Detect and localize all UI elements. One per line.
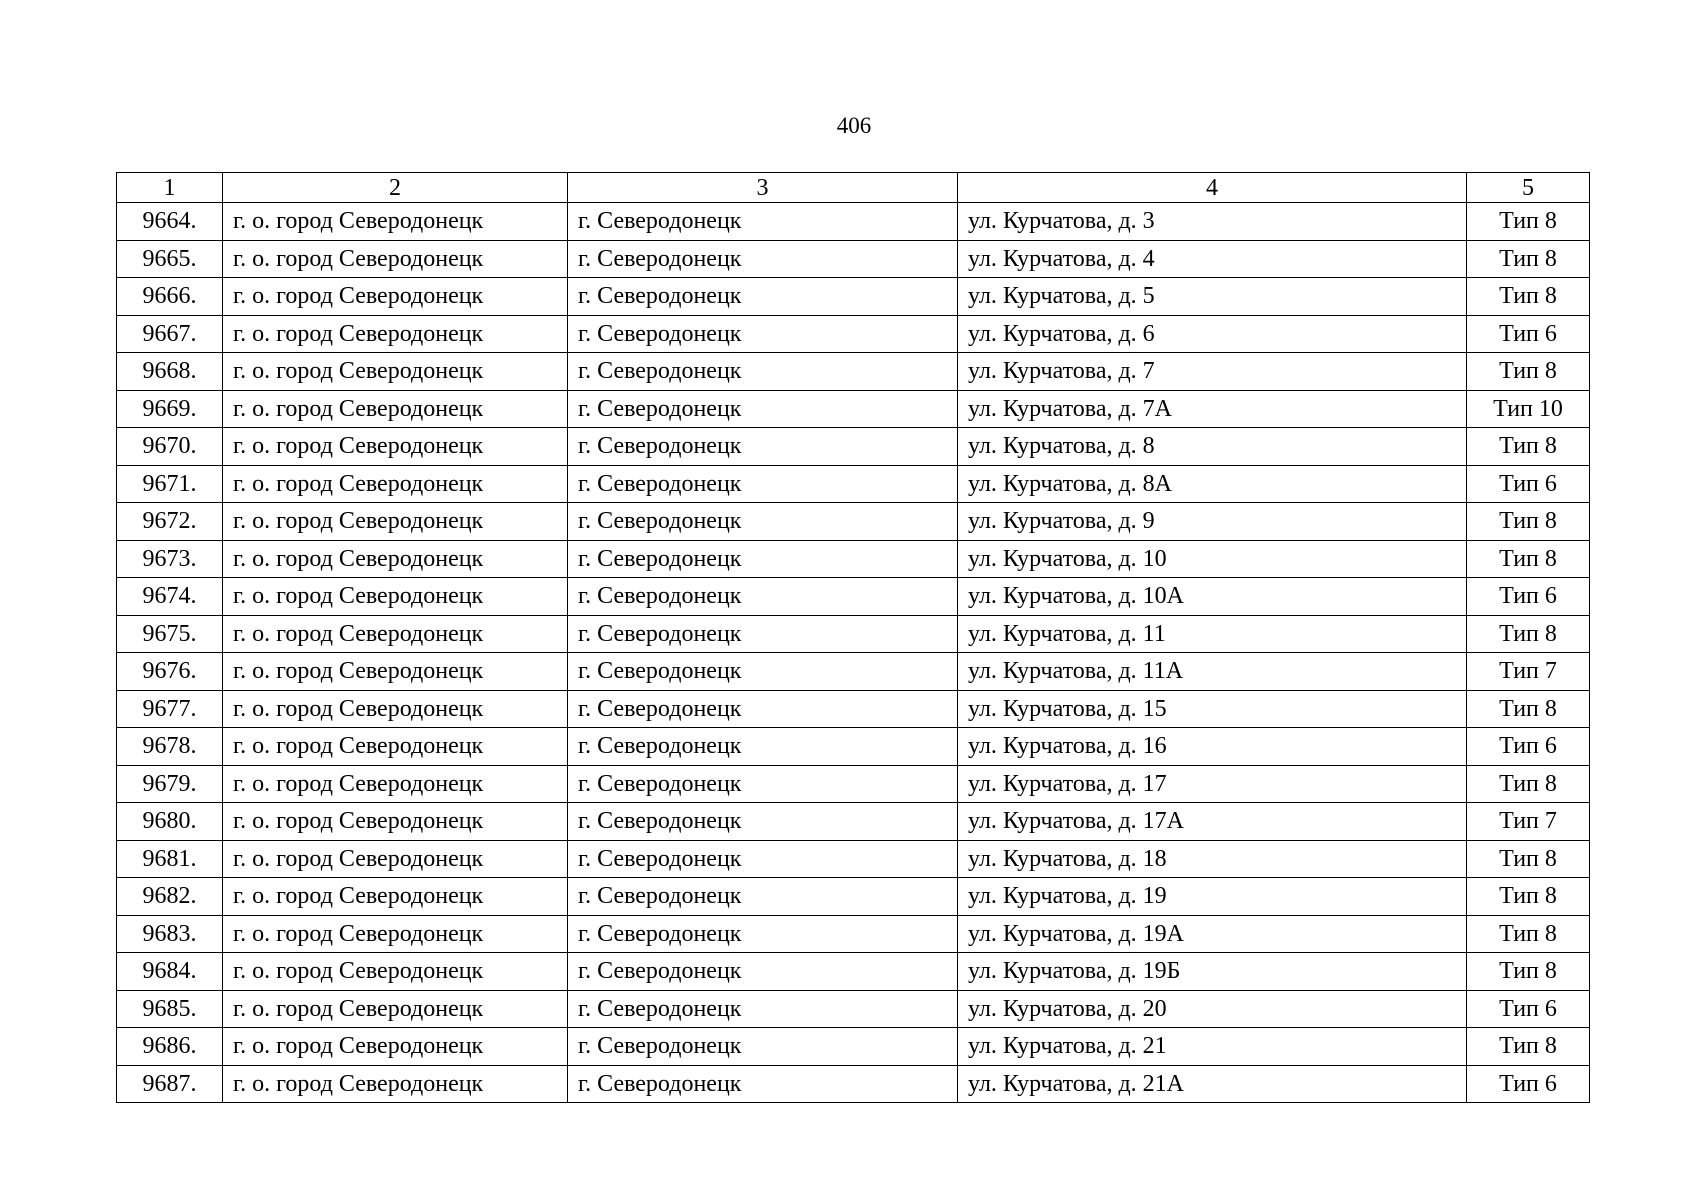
address-cell: ул. Курчатова, д. 7 [958, 353, 1467, 391]
table-row [117, 653, 1590, 691]
type-cell: Тип 8 [1467, 1028, 1590, 1066]
address-cell: ул. Курчатова, д. 4 [958, 240, 1467, 278]
address-cell: ул. Курчатова, д. 15 [958, 690, 1467, 728]
city-cell: г. Северодонецк [568, 765, 958, 803]
row-number-cell: 9665. [117, 240, 223, 278]
row-number-cell: 9680. [117, 803, 223, 841]
type-cell: Тип 7 [1467, 803, 1590, 841]
address-cell: ул. Курчатова, д. 20 [958, 990, 1467, 1028]
address-cell: ул. Курчатова, д. 8А [958, 465, 1467, 503]
row-number-cell: 9675. [117, 615, 223, 653]
type-cell: Тип 6 [1467, 728, 1590, 766]
address-cell: ул. Курчатова, д. 10А [958, 578, 1467, 616]
column-number-1: 1 [117, 173, 223, 203]
address-cell: ул. Курчатова, д. 11А [958, 653, 1467, 691]
row-number-cell: 9681. [117, 840, 223, 878]
address-cell: ул. Курчатова, д. 7А [958, 390, 1467, 428]
row-number-cell: 9676. [117, 653, 223, 691]
row-number-cell: 9671. [117, 465, 223, 503]
type-cell: Тип 8 [1467, 915, 1590, 953]
district-cell: г. о. город Северодонецк [223, 615, 568, 653]
table-row [117, 203, 1590, 241]
address-cell: ул. Курчатова, д. 19 [958, 878, 1467, 916]
city-cell: г. Северодонецк [568, 240, 958, 278]
address-table [116, 172, 1590, 1103]
type-cell: Тип 8 [1467, 428, 1590, 466]
type-cell: Тип 8 [1467, 765, 1590, 803]
address-cell: ул. Курчатова, д. 10 [958, 540, 1467, 578]
city-cell: г. Северодонецк [568, 315, 958, 353]
city-cell: г. Северодонецк [568, 465, 958, 503]
table-row [117, 240, 1590, 278]
city-cell: г. Северодонецк [568, 953, 958, 991]
type-cell: Тип 8 [1467, 503, 1590, 541]
address-cell: ул. Курчатова, д. 8 [958, 428, 1467, 466]
table-row [117, 615, 1590, 653]
address-cell: ул. Курчатова, д. 19Б [958, 953, 1467, 991]
row-number-cell: 9677. [117, 690, 223, 728]
row-number-cell: 9686. [117, 1028, 223, 1066]
address-cell: ул. Курчатова, д. 3 [958, 203, 1467, 241]
district-cell: г. о. город Северодонецк [223, 278, 568, 316]
table-row [117, 690, 1590, 728]
type-cell: Тип 6 [1467, 990, 1590, 1028]
page-number: 406 [836, 113, 872, 138]
table-row [117, 578, 1590, 616]
table-row [117, 953, 1590, 991]
type-cell: Тип 7 [1467, 653, 1590, 691]
district-cell: г. о. город Северодонецк [223, 540, 568, 578]
type-cell: Тип 8 [1467, 203, 1590, 241]
table-row [117, 465, 1590, 503]
district-cell: г. о. город Северодонецк [223, 990, 568, 1028]
type-cell: Тип 8 [1467, 540, 1590, 578]
table-row [117, 278, 1590, 316]
district-cell: г. о. город Северодонецк [223, 240, 568, 278]
column-number-5: 5 [1467, 173, 1590, 203]
type-cell: Тип 8 [1467, 840, 1590, 878]
address-cell: ул. Курчатова, д. 21А [958, 1065, 1467, 1103]
district-cell: г. о. город Северодонецк [223, 953, 568, 991]
district-cell: г. о. город Северодонецк [223, 915, 568, 953]
table-row [117, 503, 1590, 541]
address-cell: ул. Курчатова, д. 11 [958, 615, 1467, 653]
city-cell: г. Северодонецк [568, 1065, 958, 1103]
table-header-row [117, 173, 1590, 203]
row-number-cell: 9685. [117, 990, 223, 1028]
city-cell: г. Северодонецк [568, 540, 958, 578]
district-cell: г. о. город Северодонецк [223, 765, 568, 803]
district-cell: г. о. город Северодонецк [223, 1065, 568, 1103]
row-number-cell: 9674. [117, 578, 223, 616]
address-cell: ул. Курчатова, д. 21 [958, 1028, 1467, 1066]
type-cell: Тип 8 [1467, 690, 1590, 728]
district-cell: г. о. город Северодонецк [223, 203, 568, 241]
address-cell: ул. Курчатова, д. 9 [958, 503, 1467, 541]
type-cell: Тип 6 [1467, 578, 1590, 616]
district-cell: г. о. город Северодонецк [223, 390, 568, 428]
city-cell: г. Северодонецк [568, 1028, 958, 1066]
type-cell: Тип 6 [1467, 465, 1590, 503]
address-cell: ул. Курчатова, д. 17 [958, 765, 1467, 803]
table-row [117, 990, 1590, 1028]
table-row [117, 803, 1590, 841]
type-cell: Тип 6 [1467, 1065, 1590, 1103]
type-cell: Тип 8 [1467, 278, 1590, 316]
district-cell: г. о. город Северодонецк [223, 353, 568, 391]
table-row [117, 540, 1590, 578]
city-cell: г. Северодонецк [568, 803, 958, 841]
district-cell: г. о. город Северодонецк [223, 728, 568, 766]
address-cell: ул. Курчатова, д. 16 [958, 728, 1467, 766]
row-number-cell: 9687. [117, 1065, 223, 1103]
city-cell: г. Северодонецк [568, 690, 958, 728]
city-cell: г. Северодонецк [568, 615, 958, 653]
address-cell: ул. Курчатова, д. 5 [958, 278, 1467, 316]
district-cell: г. о. город Северодонецк [223, 503, 568, 541]
district-cell: г. о. город Северодонецк [223, 428, 568, 466]
column-number-2: 2 [223, 173, 568, 203]
row-number-cell: 9667. [117, 315, 223, 353]
city-cell: г. Северодонецк [568, 878, 958, 916]
city-cell: г. Северодонецк [568, 203, 958, 241]
table-row [117, 878, 1590, 916]
district-cell: г. о. город Северодонецк [223, 690, 568, 728]
type-cell: Тип 8 [1467, 878, 1590, 916]
city-cell: г. Северодонецк [568, 840, 958, 878]
table-row [117, 1028, 1590, 1066]
column-number-4: 4 [958, 173, 1467, 203]
city-cell: г. Северодонецк [568, 390, 958, 428]
row-number-cell: 9669. [117, 390, 223, 428]
type-cell: Тип 8 [1467, 353, 1590, 391]
table-row [117, 353, 1590, 391]
row-number-cell: 9684. [117, 953, 223, 991]
row-number-cell: 9673. [117, 540, 223, 578]
table-row [117, 728, 1590, 766]
city-cell: г. Северодонецк [568, 353, 958, 391]
district-cell: г. о. город Северодонецк [223, 878, 568, 916]
row-number-cell: 9664. [117, 203, 223, 241]
district-cell: г. о. город Северодонецк [223, 653, 568, 691]
row-number-cell: 9670. [117, 428, 223, 466]
row-number-cell: 9679. [117, 765, 223, 803]
type-cell: Тип 6 [1467, 315, 1590, 353]
table-row [117, 315, 1590, 353]
district-cell: г. о. город Северодонецк [223, 315, 568, 353]
row-number-cell: 9666. [117, 278, 223, 316]
city-cell: г. Северодонецк [568, 990, 958, 1028]
city-cell: г. Северодонецк [568, 915, 958, 953]
table-row [117, 765, 1590, 803]
row-number-cell: 9668. [117, 353, 223, 391]
district-cell: г. о. город Северодонецк [223, 803, 568, 841]
row-number-cell: 9682. [117, 878, 223, 916]
type-cell: Тип 8 [1467, 615, 1590, 653]
city-cell: г. Северодонецк [568, 728, 958, 766]
row-number-cell: 9678. [117, 728, 223, 766]
city-cell: г. Северодонецк [568, 428, 958, 466]
table-row [117, 1065, 1590, 1103]
type-cell: Тип 10 [1467, 390, 1590, 428]
district-cell: г. о. город Северодонецк [223, 465, 568, 503]
city-cell: г. Северодонецк [568, 653, 958, 691]
address-cell: ул. Курчатова, д. 6 [958, 315, 1467, 353]
city-cell: г. Северодонецк [568, 578, 958, 616]
column-number-3: 3 [568, 173, 958, 203]
table-row [117, 915, 1590, 953]
table-row [117, 390, 1590, 428]
district-cell: г. о. город Северодонецк [223, 840, 568, 878]
table-body [117, 173, 1590, 1103]
district-cell: г. о. город Северодонецк [223, 1028, 568, 1066]
address-cell: ул. Курчатова, д. 18 [958, 840, 1467, 878]
district-cell: г. о. город Северодонецк [223, 578, 568, 616]
table-row [117, 428, 1590, 466]
table-row [117, 840, 1590, 878]
row-number-cell: 9672. [117, 503, 223, 541]
type-cell: Тип 8 [1467, 953, 1590, 991]
type-cell: Тип 8 [1467, 240, 1590, 278]
city-cell: г. Северодонецк [568, 503, 958, 541]
address-cell: ул. Курчатова, д. 17А [958, 803, 1467, 841]
city-cell: г. Северодонецк [568, 278, 958, 316]
address-cell: ул. Курчатова, д. 19А [958, 915, 1467, 953]
row-number-cell: 9683. [117, 915, 223, 953]
